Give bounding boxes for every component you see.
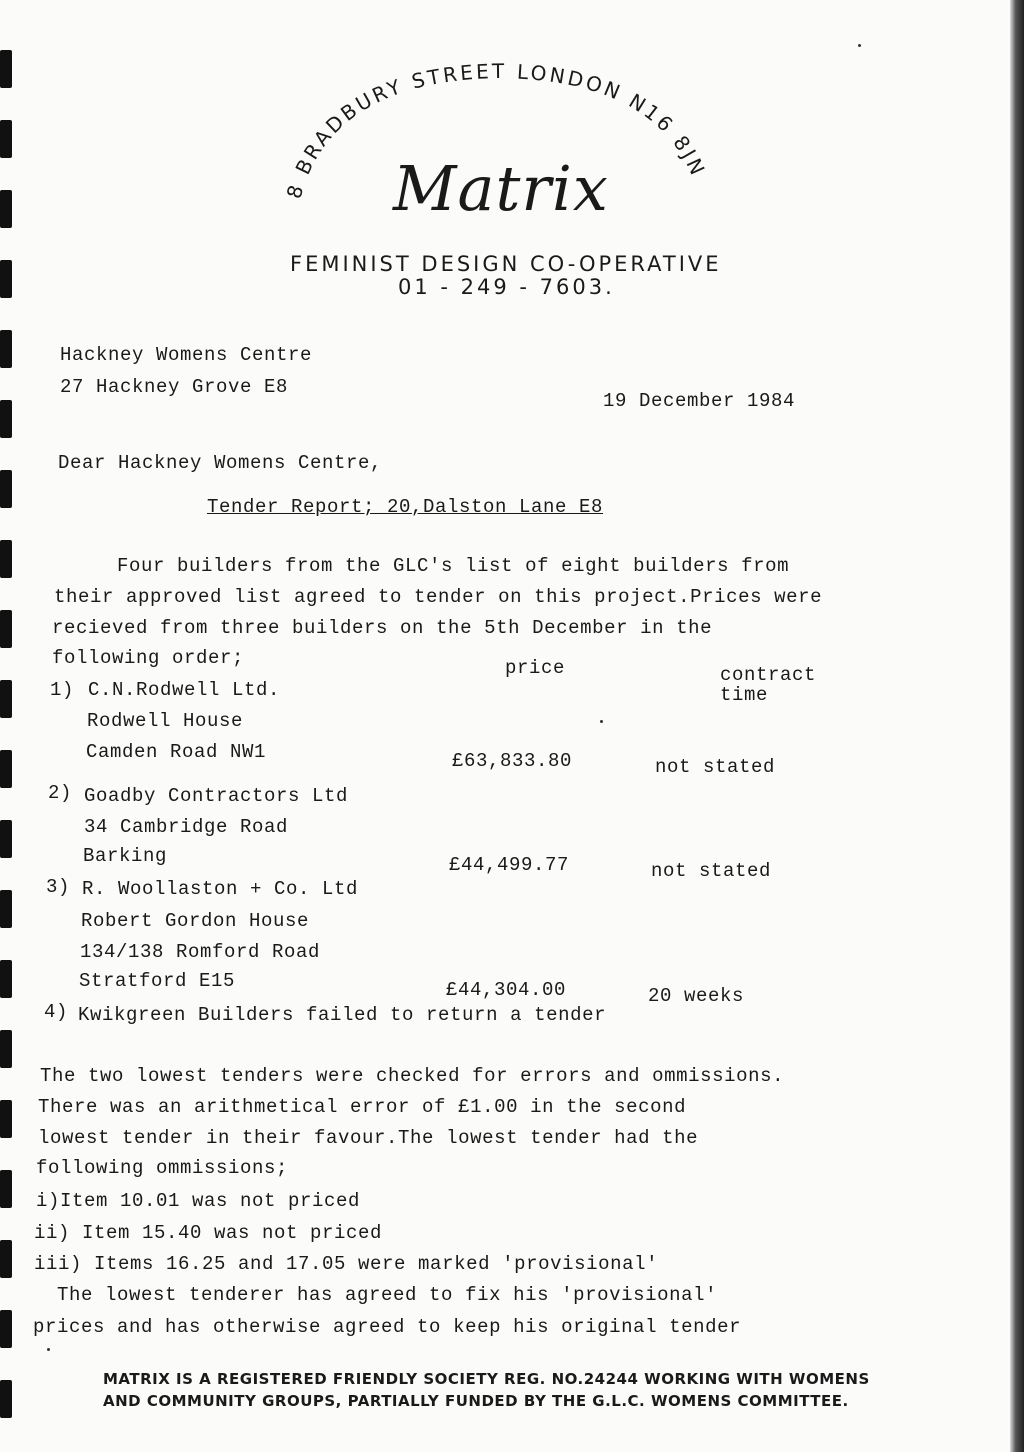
column-header-contract: contract: [720, 664, 817, 686]
tender-address-line: Stratford E15: [79, 970, 236, 992]
letter-date: 19 December 1984: [603, 390, 796, 412]
tender-contract-time: 20 weeks: [648, 985, 745, 1007]
intro-line-3: recieved from three builders on the 5th December in the: [52, 617, 713, 639]
speck-mark: [858, 44, 861, 47]
footer-line-2: AND COMMUNITY GROUPS, PARTIALLY FUNDED BY THE G.L.C. WOMENS COMMITTEE.: [103, 1392, 849, 1410]
tender-builder-name: Goadby Contractors Ltd: [84, 785, 349, 807]
tender-number: 1): [50, 679, 75, 701]
page-edge-shadow: [1010, 0, 1024, 1452]
tender-number: 3): [46, 876, 71, 898]
omission-item: ii) Item 15.40 was not priced: [34, 1222, 383, 1244]
footer-line-1: MATRIX IS A REGISTERED FRIENDLY SOCIETY REG. NO.24244 WORKING WITH WOMENS: [103, 1370, 870, 1388]
tender-address-line: Robert Gordon House: [81, 910, 310, 932]
tender-address-line: Camden Road NW1: [86, 741, 267, 763]
intro-line-4: following order;: [52, 647, 245, 669]
tender-address-line: Rodwell House: [87, 710, 244, 732]
tender-price: £44,304.00: [446, 979, 567, 1001]
recipient-line-2: 27 Hackney Grove E8: [60, 376, 289, 398]
tender-number: 2): [48, 782, 73, 804]
tender-address-line: 34 Cambridge Road: [84, 816, 289, 838]
tender-address-line: 134/138 Romford Road: [80, 941, 321, 963]
omission-item: iii) Items 16.25 and 17.05 were marked 'provisional': [34, 1253, 659, 1275]
body-line-2: There was an arithmetical error of £1.00 in the second: [38, 1096, 687, 1118]
address-arc-text: 8 BRADBURY STREET LONDON N16 8JN: [281, 60, 711, 202]
speck-mark: [600, 720, 603, 723]
tender-builder-name: C.N.Rodwell Ltd.: [88, 679, 281, 701]
tender-builder-name: Kwikgreen Builders failed to return a tender: [78, 1004, 607, 1026]
closing-line-2: prices and has otherwise agreed to keep his original tender: [33, 1316, 742, 1338]
body-line-3: lowest tender in their favour.The lowest tender had the: [38, 1127, 699, 1149]
salutation: Dear Hackney Womens Centre,: [58, 452, 383, 474]
intro-line-2: their approved list agreed to tender on this project.Prices were: [54, 586, 823, 608]
column-header-time: time: [720, 684, 769, 706]
tender-price: £63,833.80: [452, 750, 573, 772]
letterhead-name: Matrix: [393, 152, 609, 225]
speck-mark: [47, 1348, 50, 1351]
closing-line-1: The lowest tenderer has agreed to fix his 'provisional': [57, 1284, 718, 1306]
subject-line: Tender Report; 20,Dalston Lane E8: [207, 496, 604, 518]
intro-line-1: Four builders from the GLC's list of eight builders from: [117, 555, 790, 577]
letterhead-phone: 01 - 249 - 7603.: [398, 275, 615, 299]
tender-address-line: Barking: [83, 845, 168, 867]
tender-contract-time: not stated: [655, 756, 776, 778]
tender-contract-time: not stated: [651, 860, 772, 882]
body-line-1: The two lowest tenders were checked for errors and ommissions.: [40, 1065, 785, 1087]
body-line-4: following ommissions;: [36, 1157, 289, 1179]
tender-number: 4): [44, 1001, 69, 1023]
recipient-line-1: Hackney Womens Centre: [60, 344, 313, 366]
column-header-price: price: [505, 657, 566, 679]
tender-builder-name: R. Woollaston + Co. Ltd: [82, 878, 359, 900]
tender-price: £44,499.77: [449, 854, 570, 876]
omission-item: i)Item 10.01 was not priced: [36, 1190, 361, 1212]
letterhead-tagline: FEMINIST DESIGN CO-OPERATIVE: [290, 252, 722, 276]
spiral-binding: [0, 40, 16, 1440]
